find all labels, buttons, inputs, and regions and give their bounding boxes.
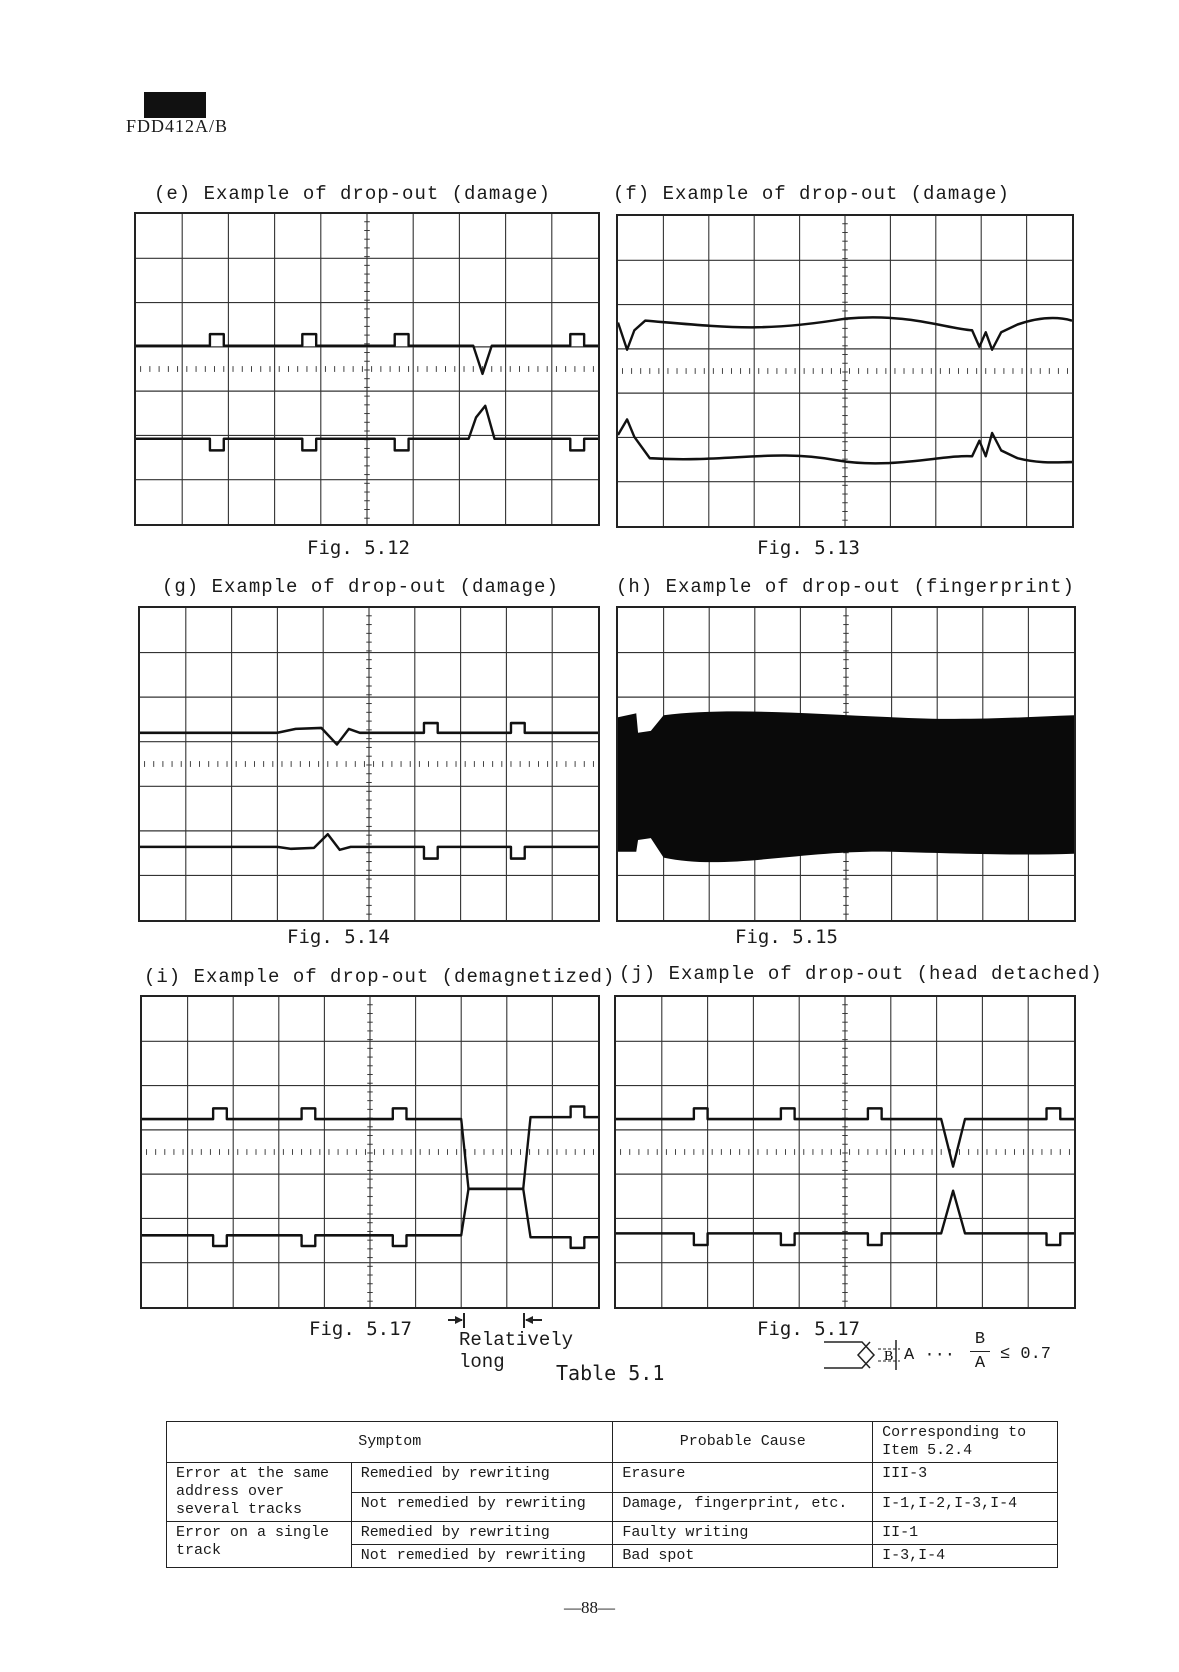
header-item: Corresponding to Item 5.2.4 xyxy=(873,1422,1058,1463)
header-cause: Probable Cause xyxy=(613,1422,873,1463)
note-line-2: long xyxy=(459,1351,505,1373)
cause-cell: Damage, fingerprint, etc. xyxy=(613,1492,873,1522)
fig-label-e: Fig. 5.12 xyxy=(307,537,410,559)
note-line-1: Relatively xyxy=(459,1329,574,1351)
scope-screen xyxy=(136,214,598,524)
header-symptom: Symptom xyxy=(167,1422,613,1463)
cause-cell: Faulty writing xyxy=(613,1522,873,1545)
item-cell: I-3,I-4 xyxy=(873,1545,1058,1568)
dense-signal-envelope xyxy=(618,711,1074,862)
table-header-row xyxy=(167,1422,1058,1463)
ratio-relation: ≤ 0.7 xyxy=(1000,1345,1052,1364)
item-cell: II-1 xyxy=(873,1522,1058,1545)
scope-screen xyxy=(140,608,598,920)
caption-f: (f) Example of drop-out (damage) xyxy=(613,183,1010,205)
caption-j: (j) Example of drop-out (head detached) xyxy=(619,963,1103,985)
oscilloscope-trace-h xyxy=(616,606,1076,922)
scope-screen xyxy=(616,997,1074,1307)
caption-i: (i) Example of drop-out (demagnetized) xyxy=(144,966,616,988)
caption-g: (g) Example of drop-out (damage) xyxy=(162,576,559,598)
caption-h: (h) Example of drop-out (fingerprint) xyxy=(616,576,1075,598)
oscilloscope-trace-g xyxy=(138,606,600,922)
fig-label-h: Fig. 5.15 xyxy=(735,926,838,948)
condition-cell: Not remedied by rewriting xyxy=(351,1545,613,1568)
scope-screen xyxy=(142,997,598,1307)
fraction-bar xyxy=(970,1351,990,1352)
cause-cell: Erasure xyxy=(613,1463,873,1493)
table-row xyxy=(167,1522,1058,1545)
oscilloscope-trace-e xyxy=(134,212,600,526)
oscilloscope-trace-i xyxy=(140,995,600,1309)
ratio-denominator: A xyxy=(974,1354,986,1373)
cause-cell: Bad spot xyxy=(613,1545,873,1568)
fig-label-f: Fig. 5.13 xyxy=(757,537,860,559)
marker-b-label: B xyxy=(884,1349,894,1364)
fig-label-g: Fig. 5.14 xyxy=(287,926,390,948)
document-id: FDD412A/B xyxy=(126,116,229,136)
symptom-table xyxy=(166,1421,1058,1568)
scope-screen xyxy=(618,608,1074,920)
symptom-cell: Error at the same address over several tracks xyxy=(167,1463,352,1522)
ratio-prefix: A ··· xyxy=(904,1346,956,1365)
condition-cell: Remedied by rewriting xyxy=(351,1463,613,1493)
fig-label-i: Fig. 5.17 xyxy=(309,1318,412,1340)
company-logo xyxy=(144,92,206,118)
interval-arrows xyxy=(446,1310,546,1330)
condition-cell: Remedied by rewriting xyxy=(351,1522,613,1545)
table-title: Table 5.1 xyxy=(556,1361,665,1385)
item-cell: I-1,I-2,I-3,I-4 xyxy=(873,1492,1058,1522)
amplitude-marker-diagram xyxy=(822,1332,902,1378)
caption-e: (e) Example of drop-out (damage) xyxy=(154,183,551,205)
oscilloscope-trace-j xyxy=(614,995,1076,1309)
table-row xyxy=(167,1463,1058,1493)
page-number: —88— xyxy=(564,1598,615,1617)
item-cell: III-3 xyxy=(873,1463,1058,1493)
scope-screen xyxy=(618,216,1072,526)
symptom-cell: Error on a single track xyxy=(167,1522,352,1568)
oscilloscope-trace-f xyxy=(616,214,1074,528)
fig-label-j: Fig. 5.17 xyxy=(757,1318,860,1340)
condition-cell: Not remedied by rewriting xyxy=(351,1492,613,1522)
ratio-numerator: B xyxy=(974,1330,986,1349)
